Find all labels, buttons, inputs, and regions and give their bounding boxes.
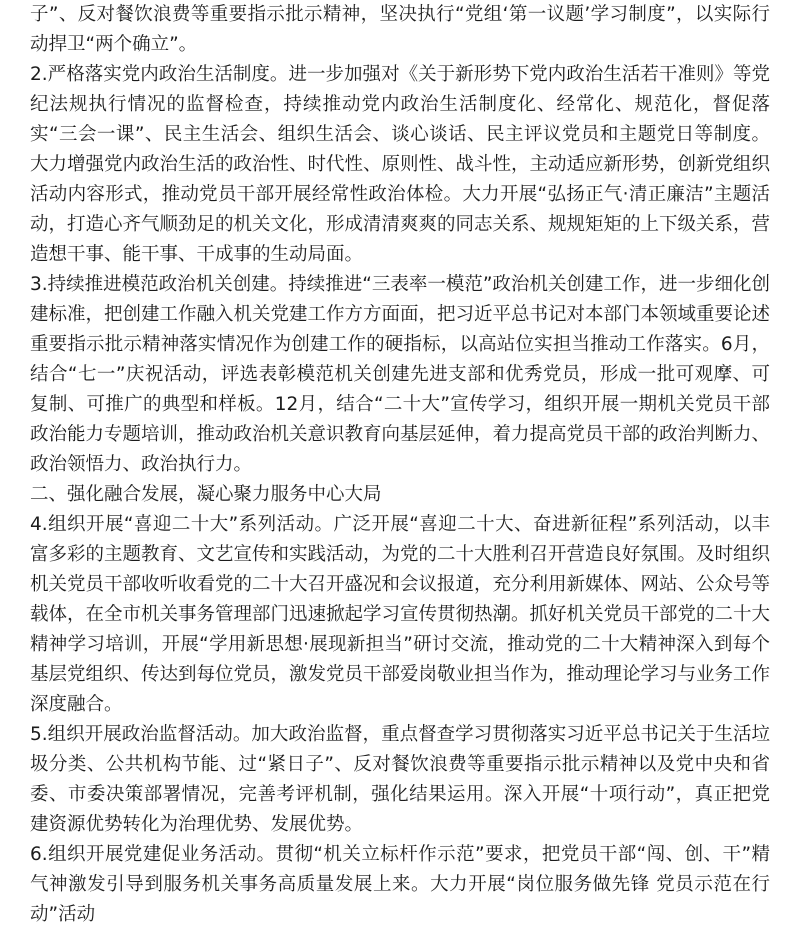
paragraph-item-3: 3.持续推进模范政治机关创建。持续推进“三表率一模范”政治机关创建工作，进一步细化创建标准，把创建工作融入机关党建工作方方面面，把习近平总书记对本部门本领域重要论述重要指示批示精神落实情况作为创建工作的硬指标，以高站位实担当推动工作落实。6月，结合“七一”庆祝活动，评选表彰模范机关创建先进支部和优秀党员，形成一批可观摩、可复制、可推广的典型和样板。12月，结合“二十大”宣传学习，组织开展一期机关党员干部政治能力专题培训，推动政治机关意识教育向基层延伸，着力提高党员干部的政治判断力、政治领悟力、政治执行力。 bbox=[30, 274, 771, 475]
paragraph-item-4: 4.组织开展“喜迎二十大”系列活动。广泛开展“喜迎二十大、奋进新征程”系列活动，以丰富多彩的主题教育、文艺宣传和实践活动，为党的二十大胜利召开营造良好氛围。及时组织机关党员干部收听收看党的二十大召开盛况和会议报道，充分利用新媒体、网站、公众号等载体，在全市机关事务管理部门迅速掀起学习宣传贯彻热潮。抓好机关党员干部党的二十大精神学习培训，开展“学用新思想·展现新担当”研讨交流，推动党的二十大精神深入到每个基层党组织、传达到每位党员，激发党员干部爱岗敬业担当作为，推动理论学习与业务工作深度融合。 bbox=[30, 514, 771, 715]
paragraph-item-6: 6.组织开展党建促业务活动。贯彻“机关立标杆作示范”要求，把党员干部“闯、创、干”精气神激发引导到服务机关事务高质量发展上来。大力开展“岗位服务做先锋 党员示范在行动”活动 bbox=[30, 844, 770, 925]
paragraph-item-2: 2.严格落实党内政治生活制度。进一步加强对《关于新形势下党内政治生活若干准则》等党纪法规执行情况的监督检查，持续推动党内政治生活制度化、经常化、规范化，督促落实“三会一课”、民主生活会、组织生活会、谈心谈话、民主评议党员和主题党日等制度。大力增强党内政治生活的政治性、时代性、原则性、战斗性，主动适应新形势，创新党组织活动内容形式，推动党员干部开展经常性政治体检。大力开展“弘扬正气·清正廉洁”主题活动，打造心齐气顺劲足的机关文化，形成清清爽爽的同志关系、规规矩矩的上下级关系，营造想干事、能干事、干成事的生动局面。 bbox=[30, 64, 771, 265]
paragraph-continuation: 子”、反对餐饮浪费等重要指示批示精神，坚决执行“党组‘第一议题’学习制度”，以实际行动捍卫“两个确立”。 bbox=[30, 4, 770, 55]
paragraph-item-5: 5.组织开展政治监督活动。加大政治监督，重点督查学习贯彻落实习近平总书记关于生活垃圾分类、公共机构节能、过“紧日子”、反对餐饮浪费等重要指示批示精神以及党中央和省委、市委决策部署情况，完善考评机制，强化结果运用。深入开展“十项行动”，真正把党建资源优势转化为治理优势、发展优势。 bbox=[30, 724, 770, 835]
section-heading-2: 二、强化融合发展，凝心聚力服务中心大局 bbox=[30, 484, 382, 505]
